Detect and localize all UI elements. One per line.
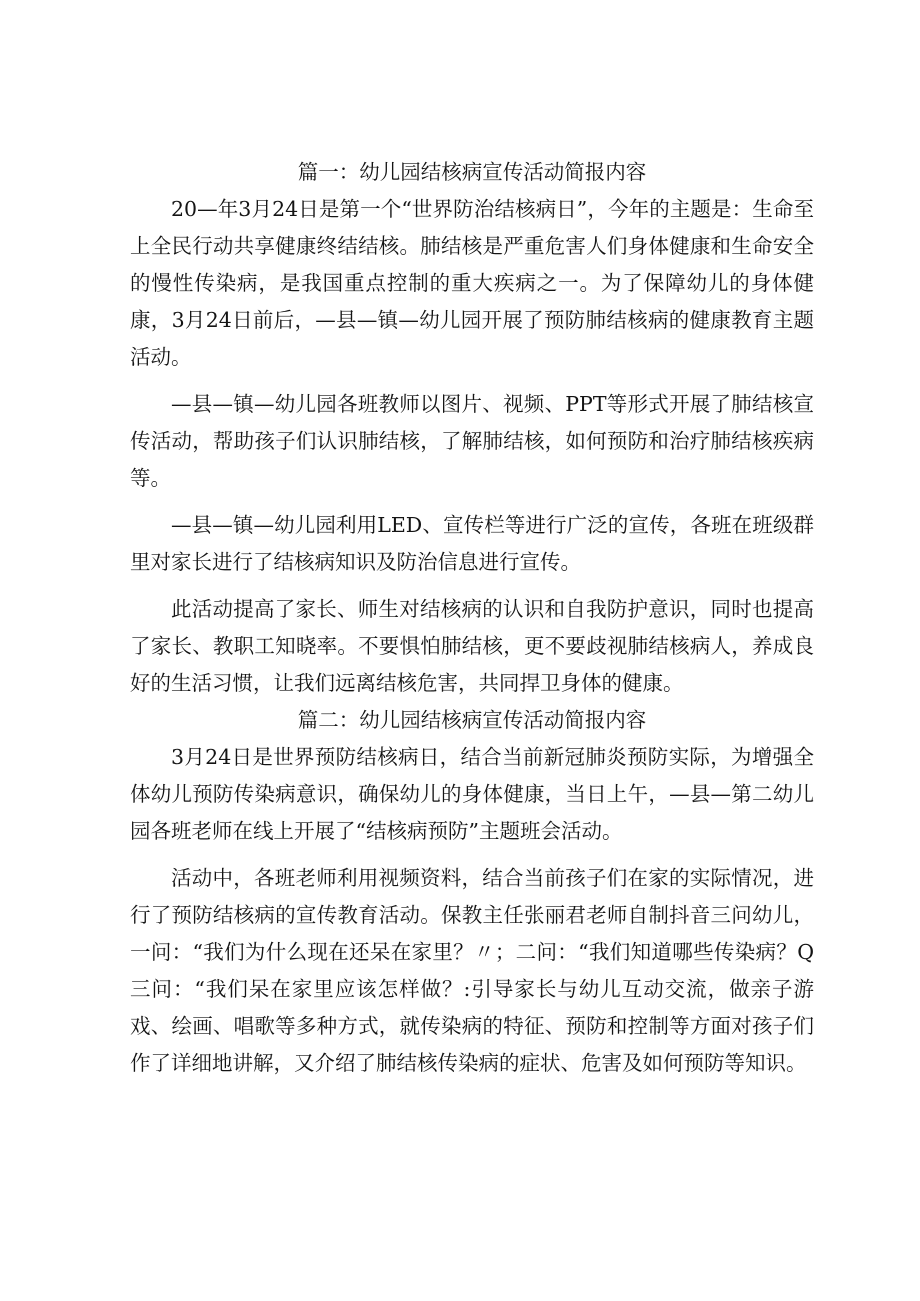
section1-paragraph-1: 20—年3月24日是第一个“世界防治结核病日”，今年的主题是：生命至上全民行动共享健康终结结核。肺结核是严重危害人们身体健康和生命安全的慢性传染病，是我国重点控制的重大疾病之一。为了保障幼儿的身体健康，3月24日前后，—县—镇—幼儿园开展了预防肺结核病的健康教育主题活动。 [130,197,814,369]
section2-paragraph-1: 3月24日是世界预防结核病日，结合当前新冠肺炎预防实际，为增强全体幼儿预防传染病意识，确保幼儿的身体健康，当日上午，—县—第二幼儿园各班老师在线上开展了“结核病预防”主题班会活动。 [130,745,814,843]
section1-paragraph-2: —县—镇—幼儿园各班教师以图片、视频、PPT等形式开展了肺结核宣传活动，帮助孩子们认识肺结核，了解肺结核，如何预防和治疗肺结核疾病等。 [130,392,814,490]
section2-paragraph-2: 活动中，各班老师利用视频资料，结合当前孩子们在家的实际情况，进行了预防结核病的宣传教育活动。保教主任张丽君老师自制抖音三问幼儿，一问：“我们为什么现在还呆在家里？〃；二问：“我们知道哪些传染病？Q三问：“我们呆在家里应该怎样做？:引导家长与幼儿互动交流，做亲子游戏、绘画、唱歌等多种方式，就传染病的特征、预防和控制等方面对孩子们作了详细地讲解，又介绍了肺结核传染病的症状、危害及如何预防等知识。 [130,866,814,1075]
document-body [130,154,814,1082]
section1-title: 篇一：幼儿园结核病宣传活动简报内容 [297,160,647,184]
section2-title: 篇二：幼儿园结核病宣传活动简报内容 [297,708,647,732]
section1-paragraph-4: 此活动提高了家长、师生对结核病的认识和自我防护意识，同时也提高了家长、教职工知晓率。不要惧怕肺结核，更不要歧视肺结核病人，养成良好的生活习惯，让我们远离结核危害，共同捍卫身体的健康。 [130,597,814,695]
section1-paragraph-3: —县—镇—幼儿园利用LED、宣传栏等进行广泛的宣传，各班在班级群里对家长进行了结核病知识及防治信息进行宣传。 [130,513,814,574]
